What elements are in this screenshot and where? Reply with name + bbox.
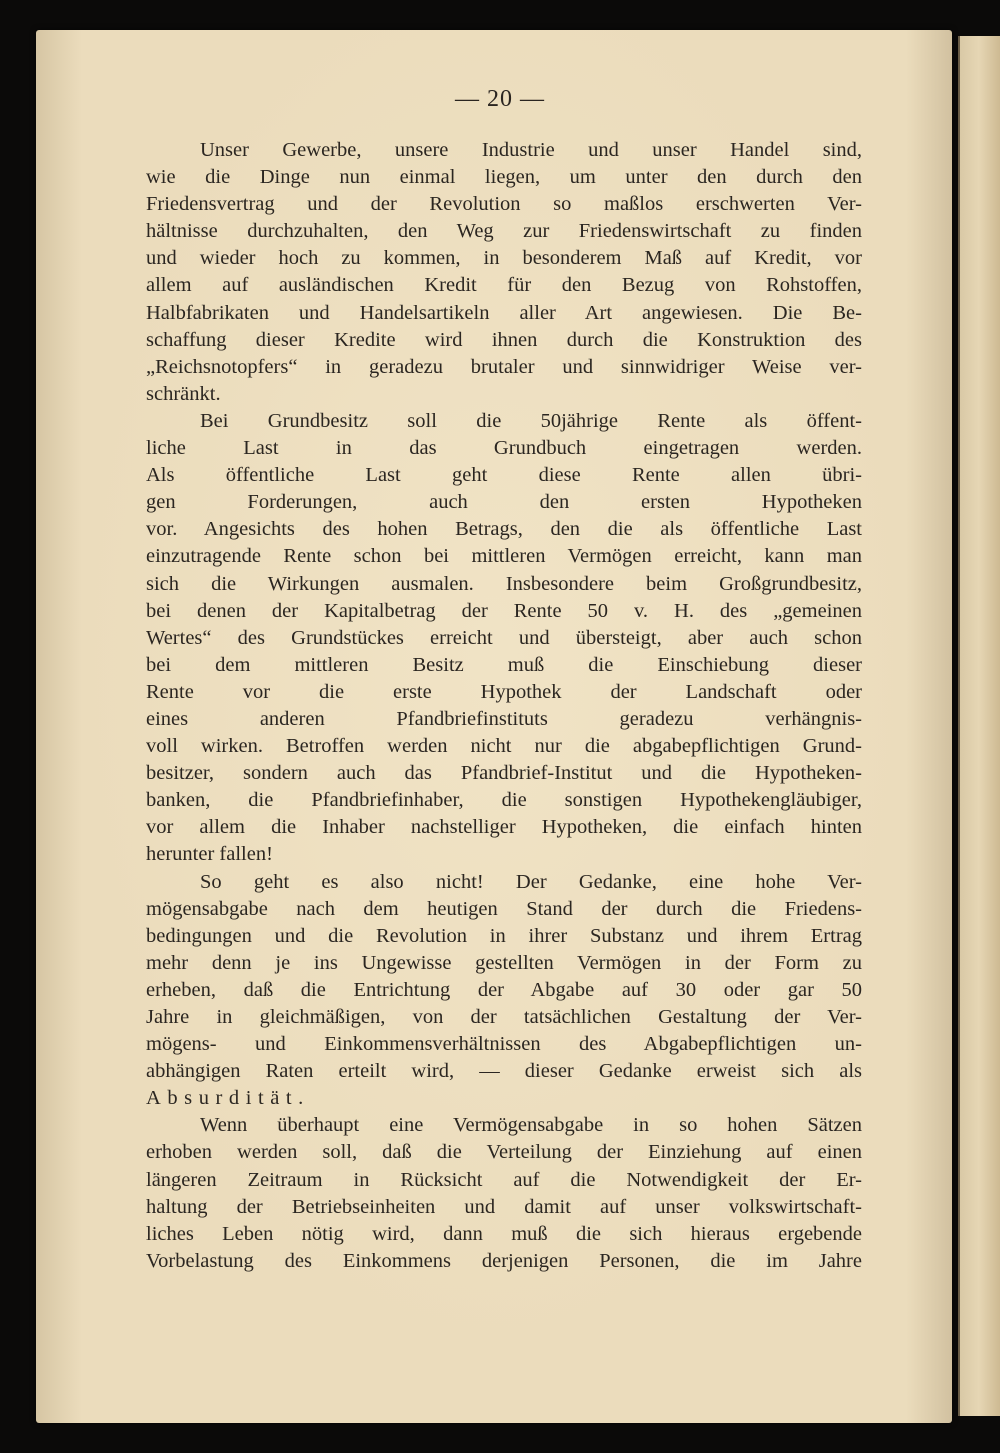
text-line: erhoben werden soll, daß die Verteilung der Einziehung auf einen [146,1141,862,1164]
text-line: Friedensvertrag und der Revolution so maßlos erschwerten Ver- [146,193,862,216]
text-line: Bei Grundbesitz soll die 50jährige Rente als öffent- [200,409,862,432]
paragraph-2 [146,408,862,869]
text-line: bedingungen und die Revolution in ihrer Substanz und ihrem Ertrag [146,924,862,947]
text-line: voll wirken. Betroffen werden nicht nur die abgabepflichtigen Grund- [146,735,862,758]
text-line: einzutragende Rente schon bei mittleren Vermögen erreicht, kann man [146,545,862,568]
text-line: längeren Zeitraum in Rücksicht auf die Notwendigkeit der Er- [146,1168,862,1191]
text-line: liches Leben nötig wird, dann muß die sich hieraus ergebende [146,1222,862,1245]
text-line: Wenn überhaupt eine Vermögensabgabe in so hohen Sätzen [200,1114,862,1137]
paragraph-4 [146,1112,862,1275]
text-line: mehr denn je ins Ungewisse gestellten Vermögen in der Form zu [146,951,862,974]
text-line: schränkt. [146,382,221,405]
text-line: bei denen der Kapitalbetrag der Rente 50 v. H. des „gemeinen [146,599,862,622]
text-line: liche Last in das Grundbuch eingetragen werden. [146,437,862,460]
page-number: — 20 — [455,86,545,112]
paragraph-3 [146,869,862,1113]
text-line: Als öffentliche Last geht diese Rente allen übri- [146,464,862,487]
text-line: vor. Angesichts des hohen Betrags, den die als öffentliche Last [146,518,862,541]
text-line: hältnisse durchzuhalten, den Weg zur Friedenswirtschaft zu finden [146,220,862,243]
text-line: herunter fallen! [146,843,273,866]
next-page-edge [958,36,1000,1416]
text-line: banken, die Pfandbriefinhaber, die sonstigen Hypothekengläubiger, [146,789,862,812]
text-line: Unser Gewerbe, unsere Industrie und unser Handel sind, [200,139,862,161]
text-line: wie die Dinge nun einmal liegen, um unter den durch den [146,166,862,189]
text-line: Halbfabrikaten und Handelsartikeln aller Art angewiesen. Die Be- [146,301,862,324]
body-text [146,137,862,1275]
text-line: und wieder hoch zu kommen, in besonderem Maß auf Kredit, vor [146,247,862,270]
text-line: schaffung dieser Kredite wird ihnen durch die Konstruktion des [146,328,862,351]
text-line: abhängigen Raten erteilt wird, — dieser Gedanke erweist sich als [146,1060,862,1083]
text-line: allem auf ausländischen Kredit für den Bezug von Rohstoffen, [146,274,862,297]
paragraph-1 [146,137,862,408]
text-line: mögens- und Einkommensverhältnissen des Abgabepflichtigen un- [146,1033,862,1056]
text-line: „Reichsnotopfers“ in geradezu brutaler und sinnwidriger Weise ver- [146,355,862,378]
text-line: Rente vor die erste Hypothek der Landschaft oder [146,680,862,703]
text-line: erheben, daß die Entrichtung der Abgabe auf 30 oder gar 50 [146,978,862,1001]
text-line: mögensabgabe nach dem heutigen Stand der durch die Friedens- [146,897,862,920]
text-line: haltung der Betriebseinheiten und damit auf unser volkswirtschaft- [146,1195,862,1218]
text-line: Wertes“ des Grundstückes erreicht und übersteigt, aber auch schon [146,626,862,649]
text-line: So geht es also nicht! Der Gedanke, eine hohe Ver- [200,870,862,893]
text-line: eines anderen Pfandbriefinstituts geradezu verhängnis- [146,707,862,730]
text-line: besitzer, sondern auch das Pfandbrief-Institut und die Hypotheken- [146,762,862,785]
text-line: bei dem mittleren Besitz muß die Einschiebung dieser [146,653,862,676]
text-line: gen Forderungen, auch den ersten Hypotheken [146,491,862,514]
text-line: vor allem die Inhaber nachstelliger Hypotheken, die einfach hinten [146,816,862,839]
text-line: Vorbelastung des Einkommens derjenigen Personen, die im Jahre [146,1249,862,1272]
text-line: Absurdität. [146,1087,310,1110]
text-line: Jahre in gleichmäßigen, von der tatsächlichen Gestaltung der Ver- [146,1006,862,1028]
text-line: sich die Wirkungen ausmalen. Insbesondere beim Großgrundbesitz, [146,572,862,595]
